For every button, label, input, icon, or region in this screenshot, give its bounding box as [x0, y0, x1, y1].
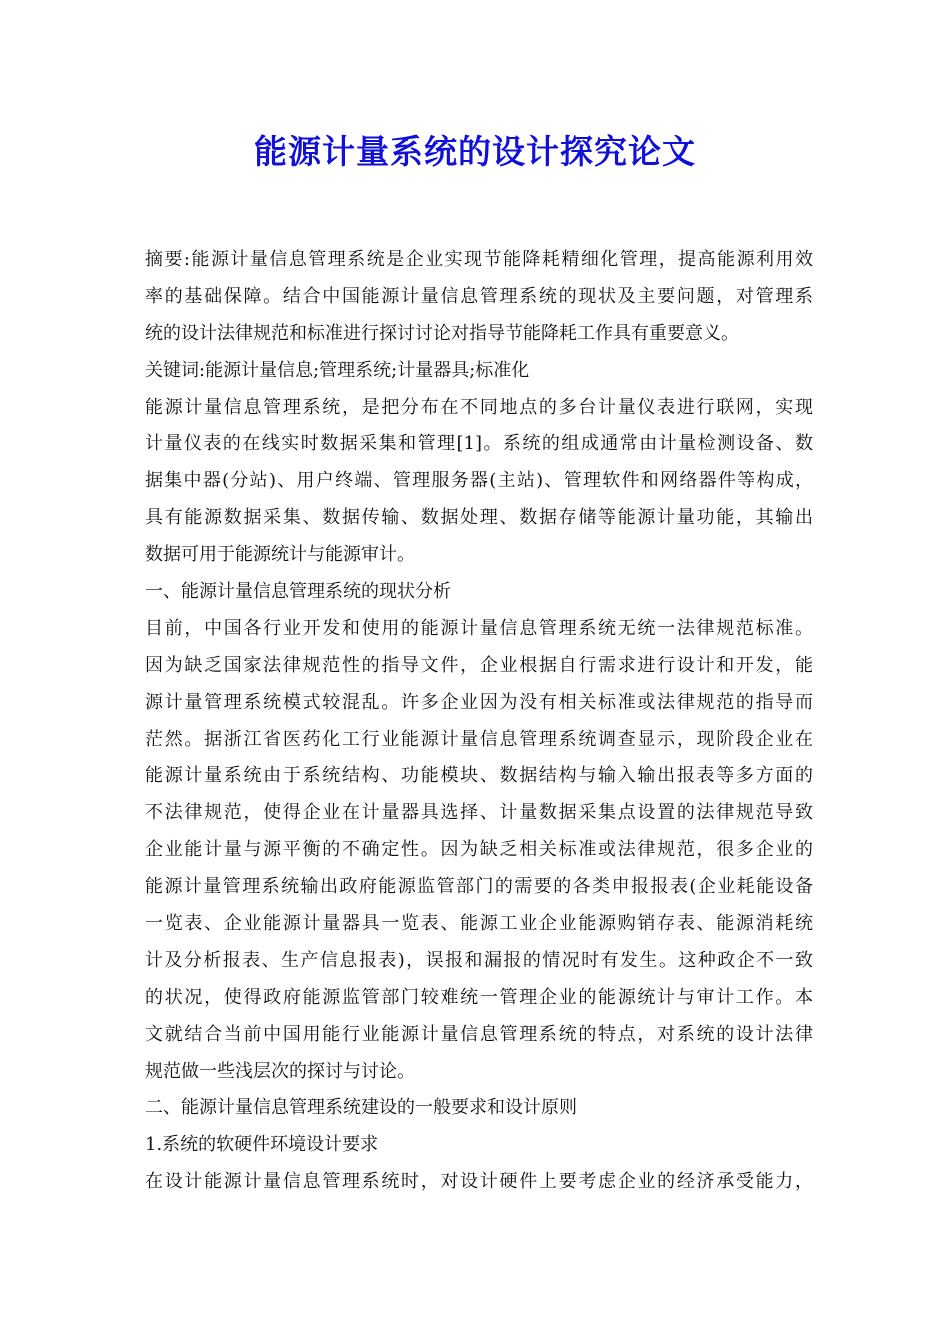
document-body	[145, 242, 813, 1201]
text-line: 能源计量管理系统输出政府能源监管部门的需要的各类申报报表(企业耗能设备	[145, 876, 813, 898]
text-line: 目前，中国各行业开发和使用的能源计量信息管理系统无统一法律规范标准。	[145, 617, 813, 639]
text-line: 具有能源数据采集、数据传输、数据处理、数据存储等能源计量功能，其输出	[145, 507, 813, 529]
text-line: 率的基础保障。结合中国能源计量信息管理系统的现状及主要问题，对管理系	[145, 285, 813, 307]
text-line: 的状况，使得政府能源监管部门较难统一管理企业的能源统计与审计工作。本	[145, 986, 813, 1008]
text-line: 关键词:能源计量信息;管理系统;计量器具;标准化	[145, 359, 530, 381]
text-line: 能源计量信息管理系统，是把分布在不同地点的多台计量仪表进行联网，实现	[145, 396, 813, 418]
text-line: 因为缺乏国家法律规范性的指导文件，企业根据自行需求进行设计和开发，能	[145, 654, 813, 676]
text-line: 一览表、企业能源计量器具一览表、能源工业企业能源购销存表、能源消耗统	[145, 913, 813, 935]
text-line: 一、能源计量信息管理系统的现状分析	[145, 581, 451, 603]
text-line: 源计量管理系统模式较混乱。许多企业因为没有相关标准或法律规范的指导而	[145, 691, 813, 713]
document-title: 能源计量系统的设计探究论文	[254, 132, 696, 171]
text-line: 不法律规范，使得企业在计量器具选择、计量数据采集点设置的法律规范导致	[145, 802, 813, 824]
text-line: 文就结合当前中国用能行业能源计量信息管理系统的特点，对系统的设计法律	[145, 1023, 813, 1045]
text-line: 计量仪表的在线实时数据采集和管理[1]。系统的组成通常由计量检测设备、数	[145, 433, 813, 455]
text-line: 计及分析报表、生产信息报表)，误报和漏报的情况时有发生。这种政企不一致	[145, 949, 813, 971]
text-line: 1.系统的软硬件环境设计要求	[145, 1134, 379, 1156]
text-line: 摘要:能源计量信息管理系统是企业实现节能降耗精细化管理，提高能源利用效	[145, 249, 813, 270]
text-line: 统的设计法律规范和标准进行探讨讨论对指导节能降耗工作具有重要意义。	[145, 322, 739, 344]
text-line: 规范做一些浅层次的探讨与讨论。	[145, 1060, 415, 1082]
text-line: 在设计能源计量信息管理系统时，对设计硬件上要考虑企业的经济承受能力，	[145, 1171, 813, 1193]
text-line: 据集中器(分站)、用户终端、管理服务器(主站)、管理软件和网络器件等构成，	[145, 470, 813, 492]
text-line: 企业能计量与源平衡的不确定性。因为缺乏相关标准或法律规范，很多企业的	[145, 839, 813, 861]
text-line: 二、能源计量信息管理系统建设的一般要求和设计原则	[145, 1097, 577, 1119]
text-line: 茫然。据浙江省医药化工行业能源计量信息管理系统调查显示，现阶段企业在	[145, 728, 813, 750]
text-line: 数据可用于能源统计与能源审计。	[145, 544, 415, 566]
text-line: 能源计量系统由于系统结构、功能模块、数据结构与输入输出报表等多方面的	[145, 765, 813, 787]
